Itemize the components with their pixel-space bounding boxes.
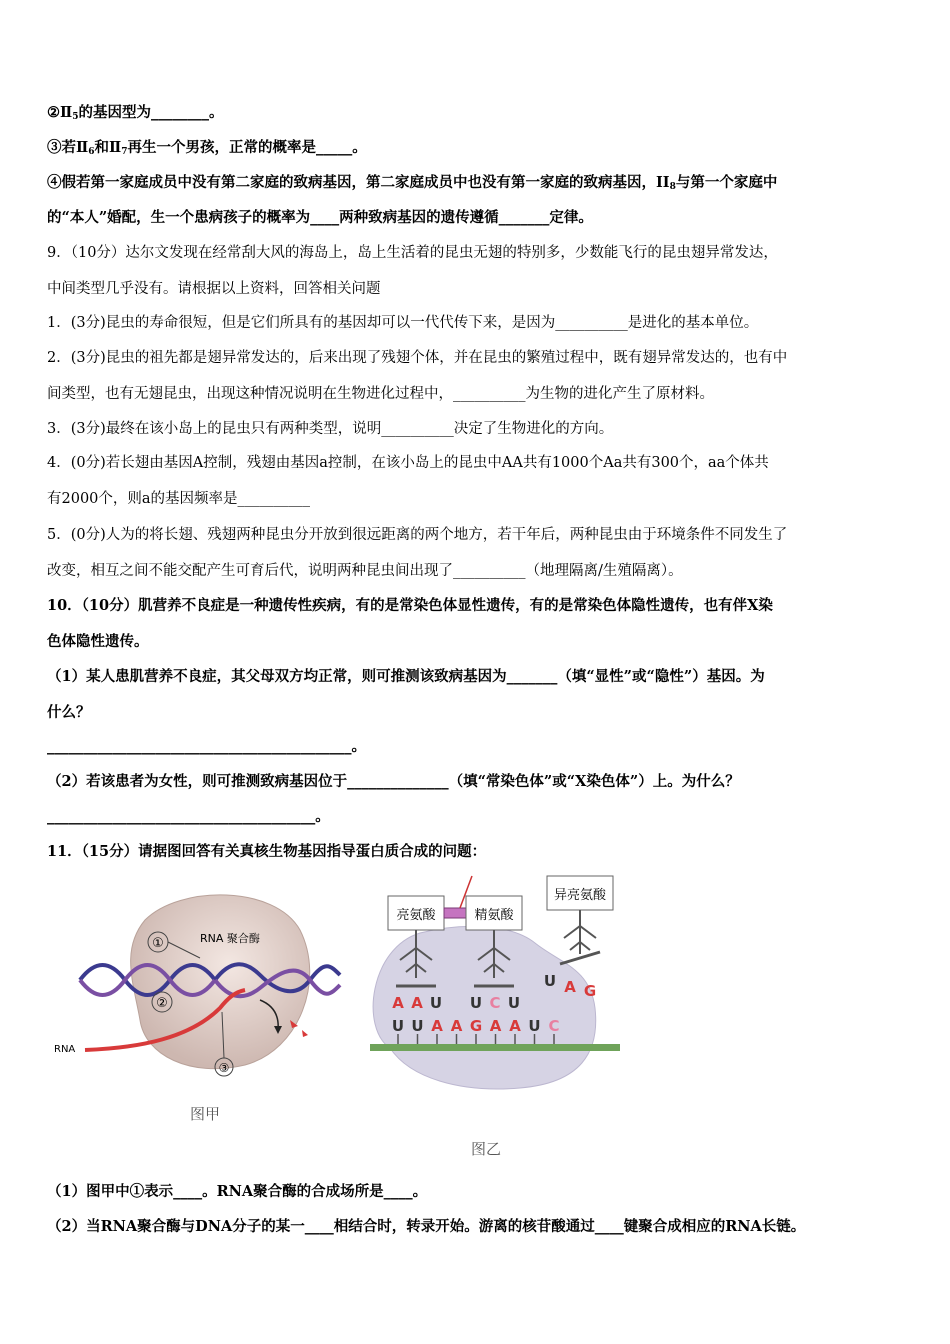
q8-line-4a: ④假若第一家庭成员中没有第二家庭的致病基因，第二家庭成员中也没有第一家庭的致病基因，$II_8$与第一个家庭中 — [47, 174, 778, 192]
mrna-base: A — [509, 1017, 521, 1035]
q9-sub-5b: 改变，相互之间不能交配产生可育后代，说明两种昆虫间出现了__________（地理隔离/生殖隔离）。 — [47, 563, 683, 579]
anticodon-1-base-2: A — [411, 994, 423, 1012]
label-rna: RNA — [54, 1044, 76, 1055]
anticodon-1-base-3: U — [429, 994, 443, 1012]
anticodon-3-base-2: A — [564, 978, 576, 996]
mrna-codons — [392, 1017, 560, 1035]
q10-part1-b: 什么？ — [47, 704, 91, 721]
anticodon-3-base-3: G — [583, 982, 597, 1000]
q10-stem-2: 色体隐性遗传。 — [47, 633, 149, 650]
q9-sub-2b: 间类型，也有无翅昆虫，出现这种情况说明在生物进化过程中，__________为生物的进化产生了原材料。 — [47, 386, 714, 402]
mrna-base: C — [548, 1017, 560, 1035]
q9-sub-1: 1．(3分)昆虫的寿命很短，但是它们所具有的基因却可以一代代传下来，是因为__________是进化的基本单位。 — [47, 315, 759, 331]
q9-sub-4b: 有2000个，则a的基因频率是__________ — [47, 491, 311, 507]
q9-sub-2a: 2．(3分)昆虫的祖先都是翅异常发达的，后来出现了残翅个体，并在昆虫的繁殖过程中，既有翅异常发达的，也有中 — [47, 350, 788, 366]
q8-line-2: $②Ⅱ_5$的基因型为________。 — [47, 104, 224, 122]
q9-sub-3: 3．(3分)最终在该小岛上的昆虫只有两种类型，说明__________决定了生物进化的方向。 — [47, 421, 614, 437]
q10-part1-answer-line: __________________________________________。 — [47, 738, 366, 755]
amino-acid-3: 异亮氨酸 — [553, 888, 607, 903]
anticodon-2-base-3: U — [507, 994, 521, 1012]
label-3: ③ — [218, 1061, 230, 1075]
anticodon-2-base-2: C — [489, 994, 501, 1012]
amino-acid-1: 亮氨酸 — [396, 908, 436, 923]
q8-line-4b: 的“本人”婚配，生一个患病孩子的概率为____两种致病基因的遗传遵循_______定律。 — [47, 209, 593, 226]
amino-acid-2: 精氨酸 — [474, 908, 514, 923]
mrna-base: A — [431, 1017, 443, 1035]
caption-figure-a: 图甲 — [190, 1105, 221, 1123]
q10-part1-a: （1）某人患肌营养不良症，其父母双方均正常，则可推测该致病基因为_______（填“显性”或“隐性”）基因。为 — [47, 668, 765, 685]
q9-stem-1: 9．（10分）达尔文发现在经常刮大风的海岛上，岛上生活着的昆虫无翅的特别多，少数能飞行的昆虫翅异常发达， — [47, 245, 778, 261]
q9-stem-2: 中间类型几乎没有。请根据以上资料，回答相关问题 — [47, 281, 381, 297]
figure-transcription — [50, 880, 350, 1080]
peptide-bond — [444, 908, 466, 918]
mrna-base: G — [469, 1017, 483, 1035]
mrna-base: U — [528, 1017, 541, 1035]
label-rna-polymerase: RNA 聚合酶 — [200, 932, 260, 945]
caption-figure-b: 图乙 — [471, 1140, 502, 1158]
mrna-base: A — [450, 1017, 463, 1035]
ribosome — [373, 926, 596, 1089]
q10-stem-1: 10．（10分）肌营养不良症是一种遗传性疾病，有的是常染色体显性遗传，有的是常染色体隐性遗传，也有伴X染 — [47, 597, 773, 614]
figure-translation — [360, 868, 630, 1098]
mrna-base: U — [391, 1017, 405, 1035]
q10-part2-answer-line: _____________________________________。 — [47, 808, 330, 825]
anticodon-3-base-1: U — [543, 972, 557, 990]
q9-sub-5a: 5．(0分)人为的将长翅、残翅两种昆虫分开放到很远距离的两个地方，若干年后，两种昆虫由于环境条件不同发生了 — [47, 527, 788, 543]
q8-line-3: ③若$Ⅱ_6$和$Ⅱ_7$再生一个男孩，正常的概率是_____。 — [47, 139, 367, 157]
q11-title: 11．（15分）请据图回答有关真核生物基因指导蛋白质合成的问题： — [47, 843, 487, 860]
trna-3 — [560, 910, 600, 964]
anticodon-1-base-1: A — [392, 994, 404, 1012]
label-1: ① — [152, 936, 164, 951]
q11-part2: （2）当RNA聚合酶与DNA分子的某一____相结合时，转录开始。游离的核苷酸通过____键聚合成相应的RNA长链。 — [47, 1218, 806, 1235]
label-2: ② — [156, 996, 168, 1011]
mrna-base: A — [489, 1017, 502, 1035]
q11-part1: （1）图甲中①表示____。RNA聚合酶的合成场所是____。 — [47, 1183, 428, 1200]
q10-part2-a: （2）若该患者为女性，则可推测致病基因位于______________（填“常染色体”或“X染色体”）上。为什么？ — [47, 773, 740, 790]
mrna-strand — [370, 1044, 620, 1051]
q9-sub-4a: 4．(0分)若长翅由基因A控制，残翅由基因a控制，在该小岛上的昆虫中AA共有1000个Aa共有300个，aa个体共 — [47, 455, 769, 471]
anticodon-2-base-1: U — [469, 994, 483, 1012]
mrna-base: U — [411, 1017, 424, 1035]
